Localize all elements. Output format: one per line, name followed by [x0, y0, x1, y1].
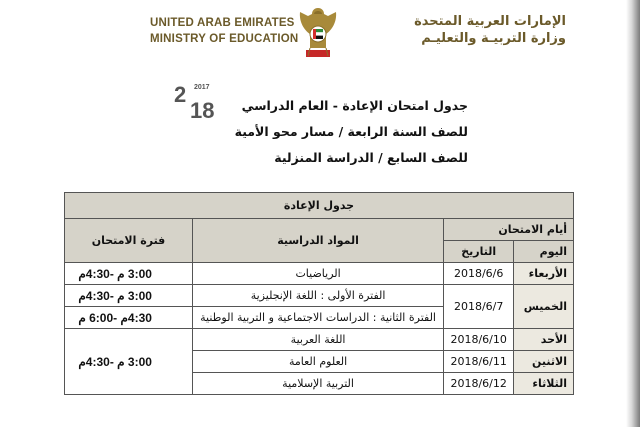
row-subject: التربية الإسلامية	[192, 373, 443, 395]
device-frame-edge	[626, 0, 640, 427]
col-date-header: التاريخ	[444, 241, 514, 263]
row-subject: الفترة الثانية : الدراسات الاجتماعية و التربية الوطنية	[192, 307, 443, 329]
row-subject: العلوم العامة	[192, 351, 443, 373]
year-2018-logo-icon	[172, 80, 222, 120]
col-days-header: أيام الامتحان	[444, 219, 574, 241]
row-date: 2018/6/12	[444, 373, 514, 395]
table-row	[65, 263, 574, 285]
table-title: جدول الإعادة	[65, 193, 574, 219]
row-day: الأربعاء	[514, 263, 574, 285]
row-date: 2018/6/6	[444, 263, 514, 285]
table-row	[65, 329, 574, 351]
logo-year-big-left: 2	[174, 82, 187, 107]
row-time: 3:00 م -4:30م	[65, 329, 193, 395]
row-subject: الفترة الأولى : اللغة الإنجليزية	[192, 285, 443, 307]
row-time: 3:00 م -4:30م	[65, 285, 193, 307]
table-row	[65, 285, 574, 307]
row-day: الثلاثاء	[514, 373, 574, 395]
row-day: الاثنين	[514, 351, 574, 373]
col-day-header: اليوم	[514, 241, 574, 263]
row-time: 4:30م -6:00 م	[65, 307, 193, 329]
row-day: الأحد	[514, 329, 574, 351]
ar-ministry-name: وزارة التربيـة والتعليـم	[421, 31, 566, 46]
col-subjects-header: المواد الدراسية	[192, 219, 443, 263]
retake-schedule-table	[64, 192, 574, 395]
row-date: 2018/6/10	[444, 329, 514, 351]
row-date: 2018/6/11	[444, 351, 514, 373]
row-date: 2018/6/7	[444, 285, 514, 329]
en-country-name: UNITED ARAB EMIRATES	[150, 17, 295, 29]
ar-country-name: الإمارات العربية المتحدة	[414, 14, 566, 29]
intro-line-1: جدول امتحان الإعادة - العام الدراسي	[241, 98, 468, 113]
row-time: 3:00 م -4:30م	[65, 263, 193, 285]
col-period-header: فترة الامتحان	[65, 219, 193, 263]
uae-emblem-icon	[296, 4, 340, 62]
intro-line-2: للصف السنة الرابعة / مسار محو الأمية	[234, 124, 468, 139]
row-subject: اللغة العربية	[192, 329, 443, 351]
en-ministry-name: MINISTRY OF EDUCATION	[150, 33, 299, 45]
row-day: الخميس	[514, 285, 574, 329]
logo-year-big-right: 18	[190, 98, 215, 120]
intro-line-3: للصف السابع / الدراسة المنزلية	[274, 150, 468, 165]
row-subject: الرياضيات	[192, 263, 443, 285]
logo-year-small: 2017	[194, 84, 210, 91]
